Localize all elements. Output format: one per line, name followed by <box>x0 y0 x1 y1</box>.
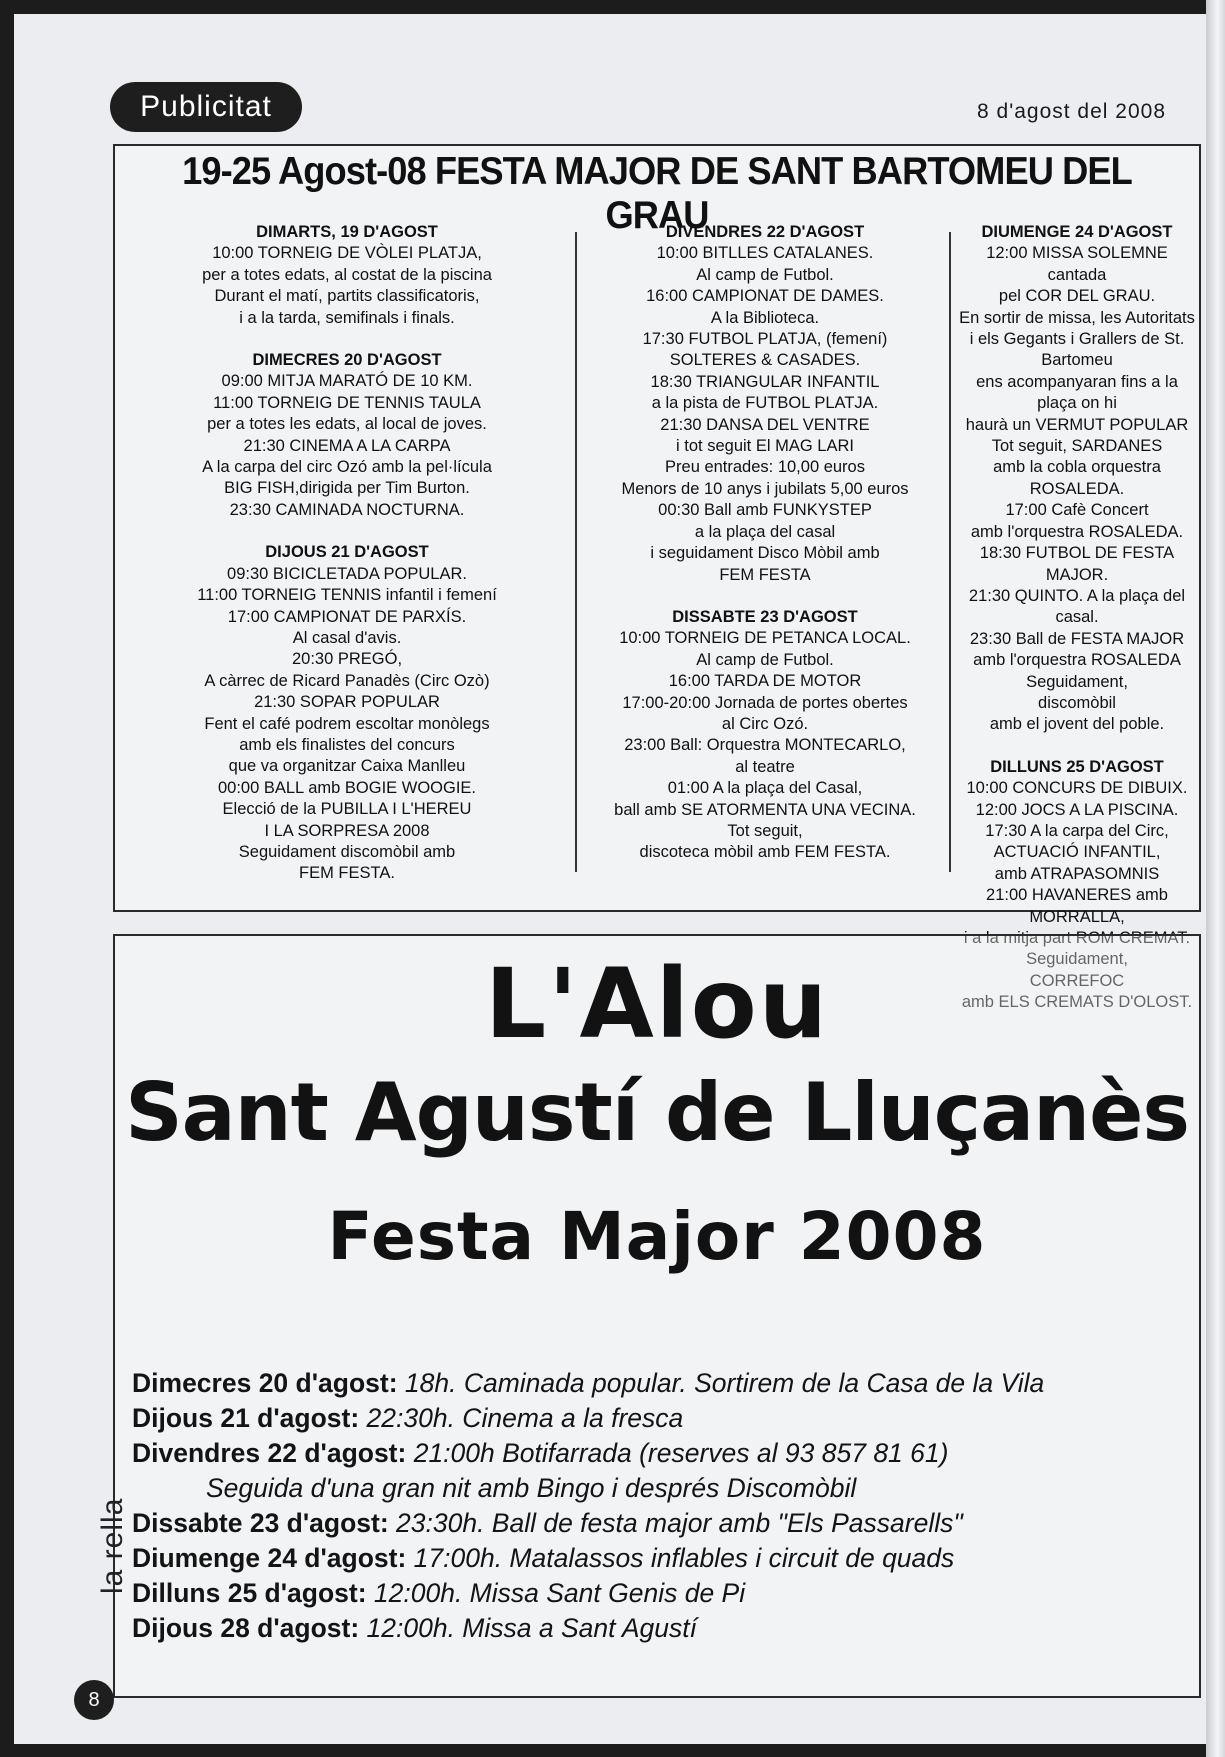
program-line: Seguidament, <box>1026 672 1128 691</box>
magazine-brand: la rella <box>96 1497 129 1594</box>
program-line: 11:00 TORNEIG DE TENNIS TAULA <box>213 393 481 412</box>
schedule-event-text: 17:00h. Matalassos inflables i circuit de quads <box>406 1543 955 1573</box>
program-line: Tot seguit, SARDANES <box>991 437 1163 456</box>
program-line: i a la mitja part ROM CREMAT. <box>963 929 1191 947</box>
program-line: 23:30 CAMINADA NOCTURNA. <box>229 500 465 519</box>
program-line: 16:00 CAMPIONAT DE DAMES. <box>646 287 884 306</box>
page-edge <box>1206 0 1225 1757</box>
program-line: 18:30 FUTBOL DE FESTA MAJOR. <box>979 544 1175 584</box>
program-line: discomòbil <box>1038 693 1116 712</box>
program-line: i els Gegants i Grallers de St. Bartomeu <box>969 330 1185 370</box>
lalou-subtitle: Sant Agustí de Lluçanès <box>125 1066 1189 1159</box>
program-line: 10:00 TORNEIG DE PETANCA LOCAL. <box>619 629 911 648</box>
program-line: amb ELS CREMATS D'OLOST. <box>961 993 1193 1012</box>
program-line: 10:00 CONCURS DE DIBUIX. <box>966 779 1188 798</box>
schedule-day-label: Dijous 28 d'agost: <box>132 1613 360 1643</box>
program-line: 17:00-20:00 Jornada de portes obertes <box>622 693 908 712</box>
program-line: amb ATRAPASOMNIS <box>994 864 1160 883</box>
program-line: 21:30 CINEMA A LA CARPA <box>243 436 451 455</box>
schedule-row <box>132 1576 1192 1611</box>
program-line: 21:00 HAVANERES amb MORRALLA, <box>986 886 1168 926</box>
schedule-event-text: Seguida d'una gran nit amb Bingo i després Discomòbil <box>206 1473 857 1503</box>
program-line: 09:00 MITJA MARATÓ DE 10 KM. <box>221 372 473 391</box>
program-line: 16:00 TARDA DE MOTOR <box>668 672 862 691</box>
program-line: ball amb SE ATORMENTA UNA VECINA. <box>614 800 916 819</box>
program-line: 12:00 JOCS A LA PISCINA. <box>975 800 1179 819</box>
program-line: i seguidament Disco Mòbil amb <box>650 544 880 563</box>
schedule-event-text: 21:00h Botifarrada (reserves al 93 857 81 61) <box>406 1438 949 1468</box>
program-day <box>121 222 573 329</box>
program-line: 21:30 DANSA DEL VENTRE <box>660 415 870 434</box>
program-column-2 <box>583 222 947 885</box>
program-line: amb l'orquestra ROSALEDA <box>973 651 1181 670</box>
program-line: al teatre <box>735 757 795 776</box>
program-line: pel COR DEL GRAU. <box>998 287 1156 306</box>
program-line: Elecció de la PUBILLA I L'HEREU <box>222 800 472 819</box>
program-line: I LA SORPRESA 2008 <box>264 821 430 840</box>
schedule-day-label: Dilluns 25 d'agost: <box>132 1578 367 1608</box>
schedule-event-text: 23:30h. Ball de festa major amb "Els Passarells" <box>388 1508 963 1538</box>
program-day <box>583 607 947 864</box>
program-line: Al camp de Futbol. <box>696 650 834 669</box>
program-line: 18:30 TRIANGULAR INFANTIL <box>650 372 880 391</box>
program-line: 01:00 A la plaça del Casal, <box>667 779 863 798</box>
program-line: 10:00 TORNEIG DE VÒLEI PLATJA, <box>212 244 482 263</box>
schedule-event-text: 12:00h. Missa a Sant Agustí <box>359 1613 697 1643</box>
program-day-heading: DIMECRES 20 D'AGOST <box>252 351 442 370</box>
schedule-event-text: 12:00h. Missa Sant Genis de Pi <box>366 1578 746 1608</box>
program-line: amb els finalistes del concurs <box>239 735 455 754</box>
program-day-heading: DISSABTE 23 D'AGOST <box>672 607 858 626</box>
lalou-festa-title: Festa Major 2008 <box>327 1198 987 1275</box>
program-line: BIG FISH,dirigida per Tim Burton. <box>224 479 470 498</box>
program-line: A càrrec de Ricard Panadès (Circ Ozò) <box>204 671 490 690</box>
program-line: 09:30 BICICLETADA POPULAR. <box>227 564 467 583</box>
program-line: haurà un VERMUT POPULAR <box>965 415 1189 434</box>
program-day <box>121 542 573 885</box>
program-line: 00:00 BALL amb BOGIE WOOGIE. <box>218 778 476 797</box>
program-line: A la Biblioteca. <box>710 308 820 327</box>
program-line: CORREFOC <box>1029 971 1125 990</box>
schedule-row <box>132 1366 1192 1401</box>
program-line: per a totes edats, al costat de la piscina <box>202 265 492 284</box>
schedule-row <box>132 1401 1192 1436</box>
program-line: amb el jovent del poble. <box>989 715 1165 734</box>
program-line: 11:00 TORNEIG TENNIS infantil i femení <box>197 586 497 605</box>
section-badge: Publicitat <box>110 82 302 132</box>
program-line: Fent el café podrem escoltar monòlegs <box>204 714 490 733</box>
program-line: 17:30 FUTBOL PLATJA, (femení) <box>642 330 888 349</box>
program-day <box>957 222 1197 736</box>
program-line: 23:30 Ball de FESTA MAJOR <box>969 629 1185 648</box>
program-line: que va organitzar Caixa Manlleu <box>228 757 466 776</box>
program-line: 23:00 Ball: Orquestra MONTECARLO, <box>624 736 906 755</box>
page-number: 8 <box>74 1680 114 1720</box>
schedule-row <box>132 1506 1192 1541</box>
program-line: al Circ Ozó. <box>721 714 809 733</box>
program-column-3 <box>957 222 1197 1035</box>
program-day <box>121 350 573 521</box>
program-line: 21:30 QUINTO. A la plaça del casal. <box>968 586 1186 627</box>
program-line: a la pista de FUTBOL PLATJA. <box>651 394 879 413</box>
program-day-heading: DIUMENGE 24 D'AGOST <box>981 223 1173 241</box>
program-line: per a totes les edats, al local de joves. <box>207 415 487 434</box>
schedule-day-label: Dijous 21 d'agost: <box>132 1403 360 1433</box>
program-line: 21:30 SOPAR POPULAR <box>254 693 440 712</box>
program-line: 20:30 PREGÓ, <box>291 650 403 669</box>
issue-date: 8 d'agost del 2008 <box>977 100 1166 123</box>
program-line: Preu entrades: 10,00 euros <box>665 458 865 477</box>
magazine-page <box>14 14 1206 1744</box>
schedule-event-text: 18h. Caminada popular. Sortirem de la Casa de la Vila <box>397 1368 1045 1398</box>
column-divider <box>575 232 577 872</box>
program-line: ens acompanyaran fins a la plaça on hi <box>976 372 1178 413</box>
schedule-event-text: 22:30h. Cinema a la fresca <box>359 1403 684 1433</box>
program-day-heading: DIVENDRES 22 D'AGOST <box>665 223 865 241</box>
column-divider <box>949 232 951 872</box>
schedule-row <box>132 1436 1192 1471</box>
program-line: Tot seguit, <box>727 821 803 840</box>
program-day-heading: DIMARTS, 19 D'AGOST <box>256 223 438 241</box>
program-line: Seguidament discomòbil amb <box>238 842 456 861</box>
schedule-day-label: Dissabte 23 d'agost: <box>132 1508 389 1538</box>
program-line: A la carpa del circ Ozó amb la pel·lícula <box>202 458 492 477</box>
program-line: SOLTERES & CASADES. <box>669 351 861 370</box>
program-line: ACTUACIÓ INFANTIL, <box>993 843 1161 862</box>
lalou-schedule <box>132 1366 1192 1646</box>
lalou-ad <box>113 934 1201 1698</box>
program-line: amb l'orquestra ROSALEDA. <box>970 522 1184 541</box>
program-line: Al camp de Futbol. <box>696 265 834 284</box>
schedule-row <box>132 1611 1192 1646</box>
program-line: i tot seguit El MAG LARI <box>676 437 854 456</box>
program-line: discoteca mòbil amb FEM FESTA. <box>639 843 891 862</box>
lalou-title: L'Alou <box>484 948 830 1060</box>
schedule-day-label: Divendres 22 d'agost: <box>132 1438 407 1468</box>
schedule-row <box>132 1471 1192 1506</box>
program-line: FEM FESTA. <box>299 864 395 883</box>
program-column-1 <box>121 222 573 906</box>
program-line: 10:00 BITLLES CATALANES. <box>656 244 874 263</box>
program-line: Al casal d'avis. <box>292 628 402 647</box>
program-line: En sortir de missa, les Autoritats <box>959 308 1195 327</box>
program-line: Seguidament, <box>1026 950 1128 969</box>
program-line: FEM FESTA <box>719 565 811 584</box>
schedule-row <box>132 1541 1192 1576</box>
program-line: 17:30 A la carpa del Circ, <box>985 821 1169 840</box>
schedule-day-label: Diumenge 24 d'agost: <box>132 1543 407 1573</box>
program-day-heading: DIJOUS 21 D'AGOST <box>265 543 429 562</box>
program-day-heading: DILLUNS 25 D'AGOST <box>990 757 1164 776</box>
program-line: a la plaça del casal <box>694 522 836 541</box>
program-line: 00:30 Ball amb FUNKYSTEP <box>658 501 872 520</box>
program-day <box>583 222 947 586</box>
program-line: Durant el matí, partits classificatoris, <box>214 287 480 306</box>
program-line: 12:00 MISSA SOLEMNE cantada <box>986 244 1168 284</box>
program-line: amb la cobla orquestra ROSALEDA. <box>993 458 1161 498</box>
schedule-day-label: Dimecres 20 d'agost: <box>132 1368 398 1398</box>
program-line: 17:00 Cafè Concert <box>1005 501 1149 520</box>
sant-bartomeu-title: 19-25 Agost-08 FESTA MAJOR DE SANT BARTOMEU DEL GRAU <box>182 150 1132 237</box>
program-line: 17:00 CAMPIONAT DE PARXÍS. <box>227 607 467 626</box>
program-line: Menors de 10 anys i jubilats 5,00 euros <box>621 479 909 498</box>
program-line: i a la tarda, semifinals i finals. <box>239 308 455 327</box>
